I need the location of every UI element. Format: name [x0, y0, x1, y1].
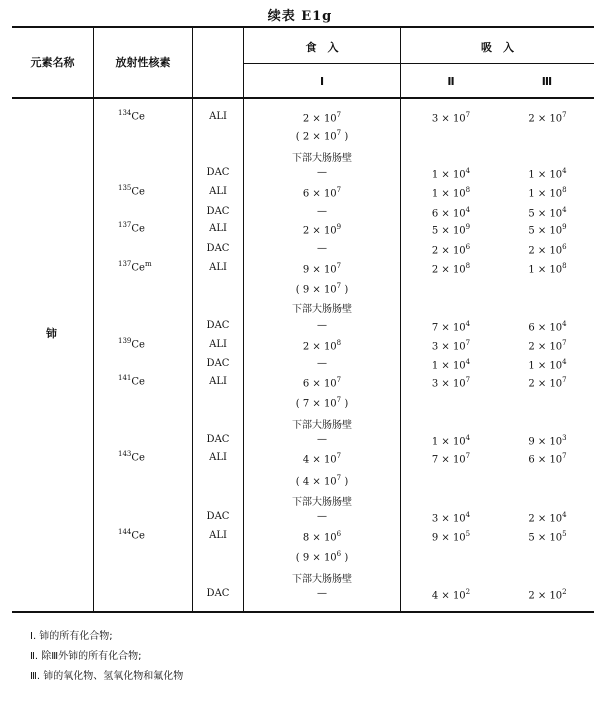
row-value-c1: —	[317, 511, 327, 522]
row-value-c2: $7 \times 10^7$	[431, 452, 471, 466]
row-limit-type: DAC	[206, 358, 230, 369]
row-value-c2: $1 \times 10^8$	[431, 186, 471, 200]
nuclide-label: $^{141}$Ce	[118, 374, 145, 388]
row-value-c2: $9 \times 10^5$	[431, 530, 471, 544]
row-value-c2: $1 \times 10^4$	[431, 434, 471, 448]
row-value-c3: $2 \times 10^7$	[528, 111, 567, 125]
row-value-c1: ( $2 \times 10^7$ )	[295, 129, 349, 143]
row-value-c1: —	[317, 320, 327, 331]
row-value-c2: $7 \times 10^4$	[431, 320, 471, 334]
row-limit-type: DAC	[206, 434, 230, 445]
nuclide-label: $^{137}$Ce$^m$	[118, 260, 152, 274]
header-ingestion: 食 入	[305, 41, 339, 54]
nuclide-label: $^{137}$Ce	[118, 221, 145, 235]
row-value-c1: —	[317, 358, 327, 369]
header-element: 元素名称	[30, 56, 75, 69]
row-value-c1: ( $9 \times 10^7$ )	[295, 282, 349, 296]
row-limit-type: ALI	[209, 530, 227, 541]
row-value-c1: ( $4 \times 10^7$ )	[295, 474, 349, 488]
row-value-c2: $5 \times 10^9$	[431, 223, 471, 237]
row-value-c1: $2 \times 10^7$	[302, 111, 342, 125]
header-col-3: Ⅲ	[541, 75, 553, 88]
row-limit-type: ALI	[209, 223, 227, 234]
row-limit-type: DAC	[206, 167, 230, 178]
row-limit-type: ALI	[209, 111, 227, 122]
nuclide-label: $^{135}$Ce	[118, 184, 145, 198]
row-value-c3: $2 \times 10^7$	[528, 339, 567, 353]
footnote-2: Ⅱ. 除Ⅲ外铈的所有化合物;	[30, 651, 142, 662]
row-limit-type: DAC	[206, 588, 230, 599]
row-value-c3: $2 \times 10^2$	[528, 588, 567, 602]
row-value-c1: —	[317, 167, 327, 178]
col-divider-1	[93, 27, 94, 612]
row-value-c1: $2 \times 10^9$	[302, 223, 342, 237]
row-value-c2: $3 \times 10^7$	[431, 339, 471, 353]
row-limit-type: DAC	[206, 206, 230, 217]
row-value-c3: $2 \times 10^7$	[528, 376, 567, 390]
row-value-c1: —	[317, 206, 327, 217]
row-value-c1: ( $9 \times 10^6$ )	[295, 550, 349, 564]
row-limit-type: DAC	[206, 511, 230, 522]
header-bottom-rule	[12, 97, 594, 99]
row-value-c3: $5 \times 10^4$	[528, 206, 567, 220]
row-value-c3: $6 \times 10^4$	[528, 320, 567, 334]
row-value-c1: $2 \times 10^8$	[302, 339, 342, 353]
row-value-c2: $1 \times 10^4$	[431, 167, 471, 181]
element-name: 铈	[46, 327, 57, 340]
row-value-c2: $1 \times 10^4$	[431, 358, 471, 372]
row-value-c1: 下部大肠肠壁	[292, 420, 352, 431]
footnote-3: Ⅲ. 铈的氧化物、氢氧化物和氟化物	[30, 671, 184, 682]
row-value-c3: $1 \times 10^8$	[528, 186, 567, 200]
header-col-2: Ⅱ	[447, 75, 455, 88]
row-value-c3: $1 \times 10^8$	[528, 262, 567, 276]
row-value-c3: $1 \times 10^4$	[528, 358, 567, 372]
row-limit-type: DAC	[206, 320, 230, 331]
row-value-c3: $1 \times 10^4$	[528, 167, 567, 181]
header-nuclide: 放射性核素	[115, 56, 171, 69]
row-value-c2: $3 \times 10^7$	[431, 376, 471, 390]
nuclide-label: $^{144}$Ce	[118, 528, 145, 542]
row-value-c3: $6 \times 10^7$	[528, 452, 567, 466]
row-value-c2: $2 \times 10^6$	[431, 243, 471, 257]
row-value-c2: $2 \times 10^8$	[431, 262, 471, 276]
row-value-c1: $8 \times 10^6$	[302, 530, 342, 544]
row-value-c1: $4 \times 10^7$	[302, 452, 342, 466]
row-value-c1: $6 \times 10^7$	[302, 186, 342, 200]
table-top-rule	[12, 26, 594, 28]
row-value-c1: 下部大肠肠壁	[292, 497, 352, 508]
row-limit-type: ALI	[209, 376, 227, 387]
nuclide-label: $^{139}$Ce	[118, 337, 145, 351]
table-bottom-rule	[12, 611, 594, 613]
nuclide-label: $^{143}$Ce	[118, 450, 145, 464]
row-value-c2: $3 \times 10^4$	[431, 511, 471, 525]
row-value-c1: 下部大肠肠壁	[292, 153, 352, 164]
row-value-c3: $5 \times 10^5$	[528, 530, 567, 544]
row-limit-type: ALI	[209, 262, 227, 273]
row-value-c1: $9 \times 10^7$	[302, 262, 342, 276]
row-value-c1: ( $7 \times 10^7$ )	[295, 396, 349, 410]
row-value-c2: $4 \times 10^2$	[431, 588, 471, 602]
row-value-c1: —	[317, 243, 327, 254]
row-limit-type: ALI	[209, 186, 227, 197]
row-value-c1: —	[317, 434, 327, 445]
row-value-c1: 下部大肠肠壁	[292, 304, 352, 315]
nuclide-label: $^{134}$Ce	[118, 109, 145, 123]
row-limit-type: ALI	[209, 452, 227, 463]
row-value-c2: $6 \times 10^4$	[431, 206, 471, 220]
row-limit-type: DAC	[206, 243, 230, 254]
table-title: 续表 E1g	[267, 9, 333, 24]
row-value-c3: $2 \times 10^6$	[528, 243, 567, 257]
row-value-c3: $9 \times 10^3$	[528, 434, 567, 448]
header-inhalation: 吸 入	[481, 41, 514, 54]
header-sub-rule	[243, 63, 594, 64]
row-limit-type: ALI	[209, 339, 227, 350]
row-value-c3: $2 \times 10^4$	[528, 511, 567, 525]
row-value-c3: $5 \times 10^9$	[528, 223, 567, 237]
header-col-1: Ⅰ	[319, 75, 325, 88]
footnote-1: Ⅰ. 铈的所有化合物;	[30, 631, 113, 642]
row-value-c1: —	[317, 588, 327, 599]
row-value-c2: $3 \times 10^7$	[431, 111, 471, 125]
row-value-c1: $6 \times 10^7$	[302, 376, 342, 390]
row-value-c1: 下部大肠肠壁	[292, 574, 352, 585]
